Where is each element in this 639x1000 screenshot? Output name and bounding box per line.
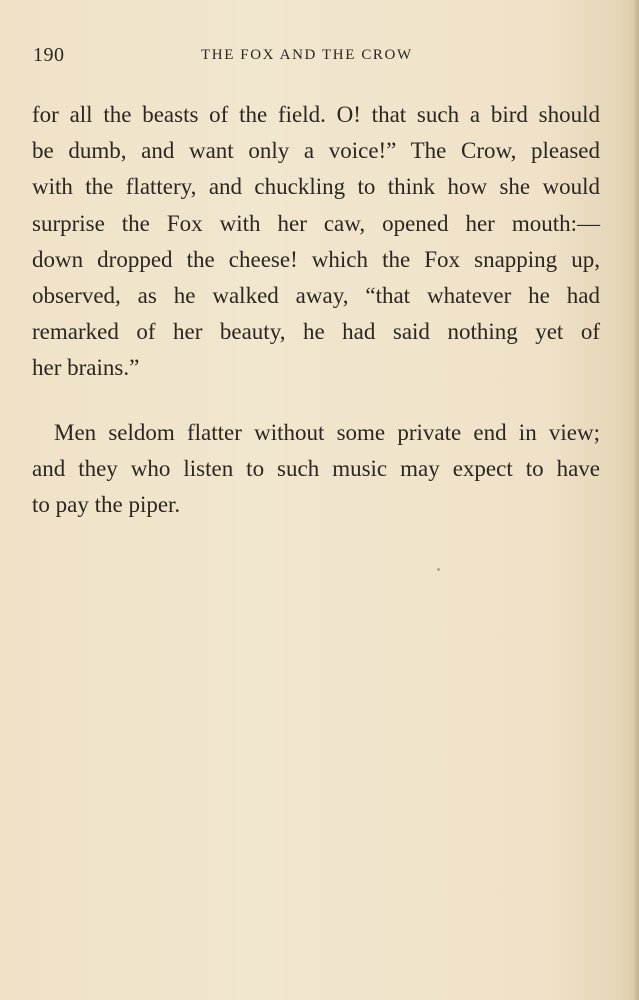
paper-speck — [437, 568, 440, 571]
paragraph-moral — [32, 415, 600, 524]
text-line: and they who listen to such music may expect to have — [32, 455, 600, 481]
text-line: remarked of her beauty, he had said nothing yet of — [32, 319, 600, 345]
page-edge-shadow — [633, 0, 639, 1000]
text-line: with the flattery, and chuckling to think how she would — [32, 174, 600, 200]
text-line: Men seldom flatter without some private end in view; — [54, 419, 600, 445]
text-line: to pay the piper. — [32, 492, 181, 518]
paragraph-gap — [32, 387, 600, 415]
page-number: 190 — [33, 44, 65, 66]
running-title: THE FOX AND THE CROW — [201, 47, 413, 63]
text-line: her brains.” — [32, 355, 140, 381]
text-line: surprise the Fox with her caw, opened her mouth:— — [32, 210, 600, 236]
text-line: observed, as he walked away, “that whatever he had — [32, 283, 600, 309]
running-head — [33, 44, 601, 68]
text-line: for all the beasts of the field. O! that such a bird should — [32, 102, 600, 127]
text-line: be dumb, and want only a voice!” The Crow, pleased — [32, 138, 600, 164]
text-line: down dropped the cheese! which the Fox snapping up, — [32, 246, 600, 272]
body-text — [32, 97, 600, 523]
paragraph-1 — [32, 97, 600, 387]
